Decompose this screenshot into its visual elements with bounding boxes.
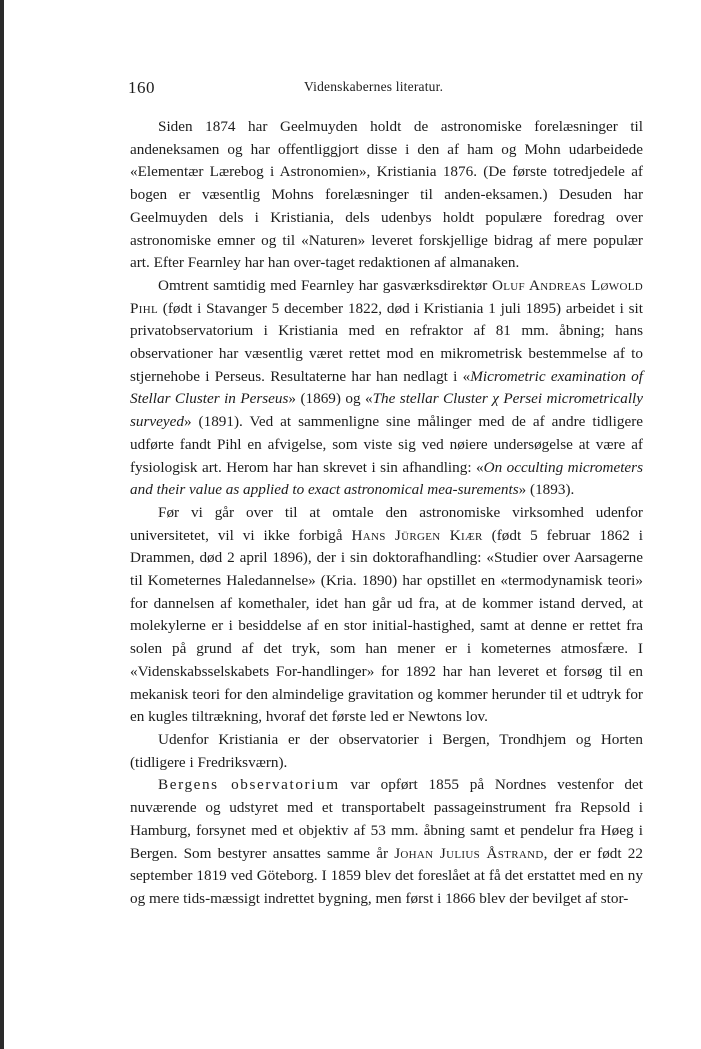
paragraph [130, 116, 643, 275]
person-name: Hans Jürgen Kiær [351, 526, 483, 544]
text-run: Før vi går over til at omtale den astronomiske virksomhed udenfor universitetet, vil vi ikke forbigå [130, 503, 643, 544]
text-run: » (1891). Ved at sammenligne sine målinger med de af andre tidligere udførte fandt Pihl en afvigelse, som viste sig ved nøiere undersøgelse at være af fysiologisk art. Herom har han skrevet i sin afhandling: « [130, 413, 643, 476]
paragraph [130, 502, 643, 729]
text-run: » (1869) og « [288, 390, 373, 408]
paragraph [130, 774, 643, 910]
spaced-heading: Bergens observatorium [158, 776, 340, 794]
body-text [130, 116, 643, 911]
text-run: , der er født 22 september 1819 ved Göteborg. I 1859 blev det foreslået at få det erstattet med en ny og mere tids-mæssigt indrettet bygning, men først i 1866 blev der bevilget af stor- [130, 844, 643, 907]
text-run: Udenfor Kristiania er der observatorier i Bergen, Trondhjem og Horten (tidligere i Fredriksværn). [130, 730, 643, 771]
text-run: var opført 1855 på Nordnes vestenfor det nuværende og udstyret med et transportabelt passageinstrument fra Repsold i Hamburg, forsynet med et objektiv af 53 mm. åbning samt et pendelur fra Høeg i Bergen. Som bestyrer ansattes samme år [130, 776, 643, 862]
page-number: 160 [128, 78, 155, 97]
paragraph [130, 729, 643, 774]
text-run: » (1893). [518, 481, 575, 499]
italic-title: On occulting micrometers and their value as applied to exact astronomical mea-surements [130, 458, 643, 499]
text-run: Omtrent samtidig med Fearnley har gasværksdirektør [158, 276, 492, 294]
text-run: (født 5 februar 1862 i Drammen, død 2 april 1896), der i sin doktorafhandling: «Studier over Aarsagerne til Kometernes Haledannelse» (Kria. 1890) har opstillet en «termodynamisk teori» for dannelsen af komethaler, idet han går ud fra, at de kommer istand derved, at molekylerne er i besiddelse af en stor initial-hastighed, samt at denne er rettet fra solen på grund af det tryk, som han mener er i kometernes atmosfære. I «Videnskabsselskabets For-handlinger» for 1892 har han leveret et forsøg til en mekanisk teori for den almindelige gravitation og kommer herunder til et udtryk for en kugles tiltrækning, hvoraf det første led er Newtons lov. [130, 526, 643, 726]
text-run: Siden 1874 har Geelmuyden holdt de astronomiske forelæsninger til andeneksamen og har offentliggjort disse i den af ham og Mohn udarbeidede «Elementær Lærebog i Astronomien», Kristiania 1876. (De første totredjedele af bogen er væsentlig Mohns forelæsninger til anden-eksamen.) Desuden har Geelmuyden dels i Kristiania, dels udenbys holdt populære foredrag over astronomiske emner og til «Naturen» leveret forskjellige bidrag af mere populær art. Efter Fearnley har han over-taget redaktionen af almanaken. [130, 118, 643, 272]
running-header [128, 78, 640, 98]
text-run: (født i Stavanger 5 december 1822, død i Kristiania 1 juli 1895) arbeidet i sit privatobservatorium i Kristiania med en refraktor af 81 mm. åbning; hans observationer har væsentlig været rettet mod en mikrometrisk bestemmelse af to stjernehobe i Perseus. Resultaterne har han nedlagt i « [130, 299, 643, 385]
page-edge [0, 0, 4, 1049]
paragraph [130, 275, 643, 502]
running-title: Videnskabernes literatur. [304, 79, 444, 94]
person-name: Oluf Andreas Løwold Pihl [130, 276, 643, 317]
italic-title: Micrometric examination of Stellar Cluster in Perseus [130, 367, 643, 408]
person-name: Johan Julius Åstrand [394, 844, 544, 862]
italic-title: The stellar Cluster χ Persei micrometrically surveyed [130, 390, 643, 431]
